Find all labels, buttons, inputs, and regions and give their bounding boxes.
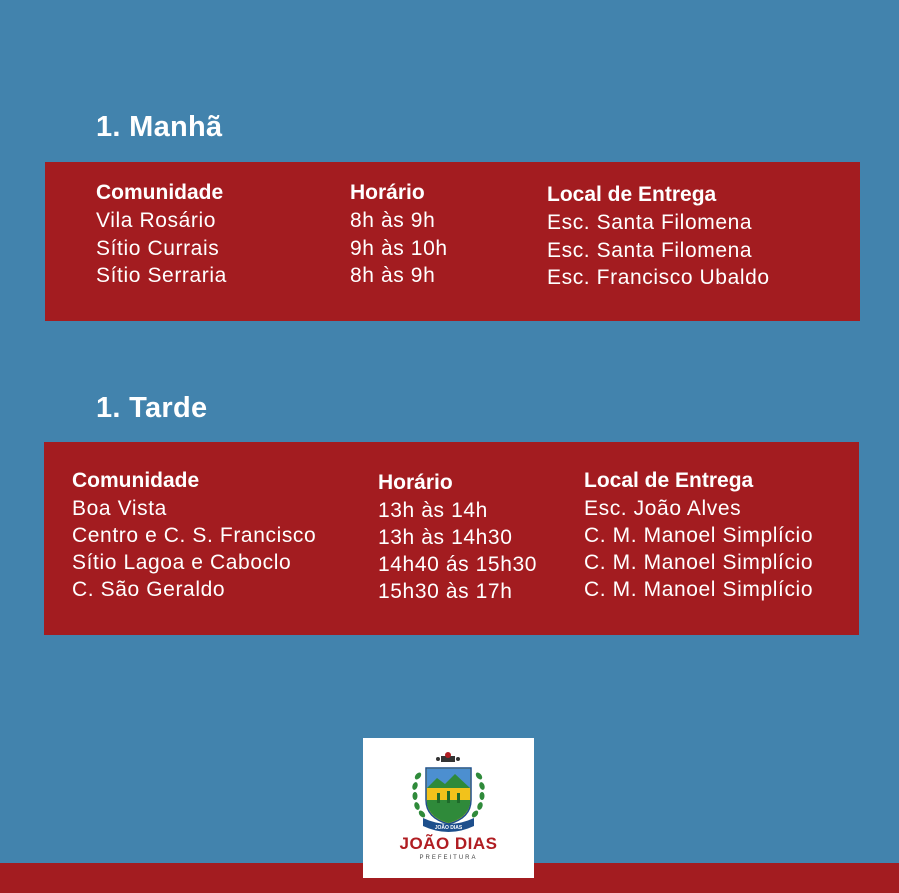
afternoon-location-cell: C. M. Manoel Simplício	[584, 524, 814, 547]
afternoon-community-cell: C. São Geraldo	[72, 578, 226, 601]
afternoon-community-header: Comunidade	[72, 469, 200, 492]
afternoon-location-header: Local de Entrega	[584, 469, 754, 492]
afternoon-time-cell: 14h40 ás 15h30	[378, 553, 538, 576]
afternoon-time-column	[378, 469, 537, 605]
morning-community-cell: Sítio Currais	[96, 236, 220, 260]
morning-location-column	[547, 181, 770, 292]
logo-subtitle: PREFEITURA	[419, 855, 478, 861]
morning-location-cell: Esc. Santa Filomena	[547, 211, 753, 234]
morning-title: 1. Manhã	[96, 111, 223, 143]
afternoon-community-cell: Sítio Lagoa e Caboclo	[72, 551, 292, 574]
afternoon-community-cell: Centro e C. S. Francisco	[72, 524, 317, 547]
morning-location-cell: Esc. Santa Filomena	[547, 238, 753, 262]
afternoon-location-cell: C. M. Manoel Simplício	[584, 551, 814, 574]
afternoon-location-cell: C. M. Manoel Simplício	[584, 578, 814, 601]
morning-time-column	[350, 179, 448, 290]
afternoon-title: 1. Tarde	[96, 392, 208, 424]
logo-banner-text: JOÃO DIAS	[434, 825, 463, 831]
morning-time-cell: 9h às 10h	[350, 236, 448, 260]
afternoon-time-cell: 13h às 14h30	[378, 526, 513, 549]
morning-community-header: Comunidade	[96, 181, 224, 204]
afternoon-location-column	[584, 467, 813, 603]
morning-location-header: Local de Entrega	[547, 183, 717, 206]
morning-community-column	[96, 179, 227, 290]
afternoon-location-cell: Esc. João Alves	[584, 497, 742, 520]
afternoon-time-cell: 15h30 às 17h	[378, 580, 513, 603]
morning-time-header: Horário	[350, 181, 425, 204]
afternoon-time-cell: 13h às 14h	[378, 499, 488, 522]
morning-community-cell: Vila Rosário	[96, 209, 217, 232]
morning-location-cell: Esc. Francisco Ubaldo	[547, 266, 770, 289]
afternoon-community-cell: Boa Vista	[72, 497, 167, 520]
logo-city-name: JOÃO DIAS	[399, 834, 498, 853]
morning-community-cell: Sítio Serraria	[96, 264, 227, 287]
morning-schedule-panel	[45, 162, 860, 321]
afternoon-community-column	[72, 467, 316, 603]
municipal-coat-of-arms-icon	[363, 738, 534, 838]
afternoon-time-header: Horário	[378, 471, 453, 494]
city-hall-logo	[363, 738, 534, 878]
morning-time-cell: 8h às 9h	[350, 209, 436, 232]
afternoon-schedule-panel	[44, 442, 859, 635]
morning-time-cell: 8h às 9h	[350, 264, 436, 287]
